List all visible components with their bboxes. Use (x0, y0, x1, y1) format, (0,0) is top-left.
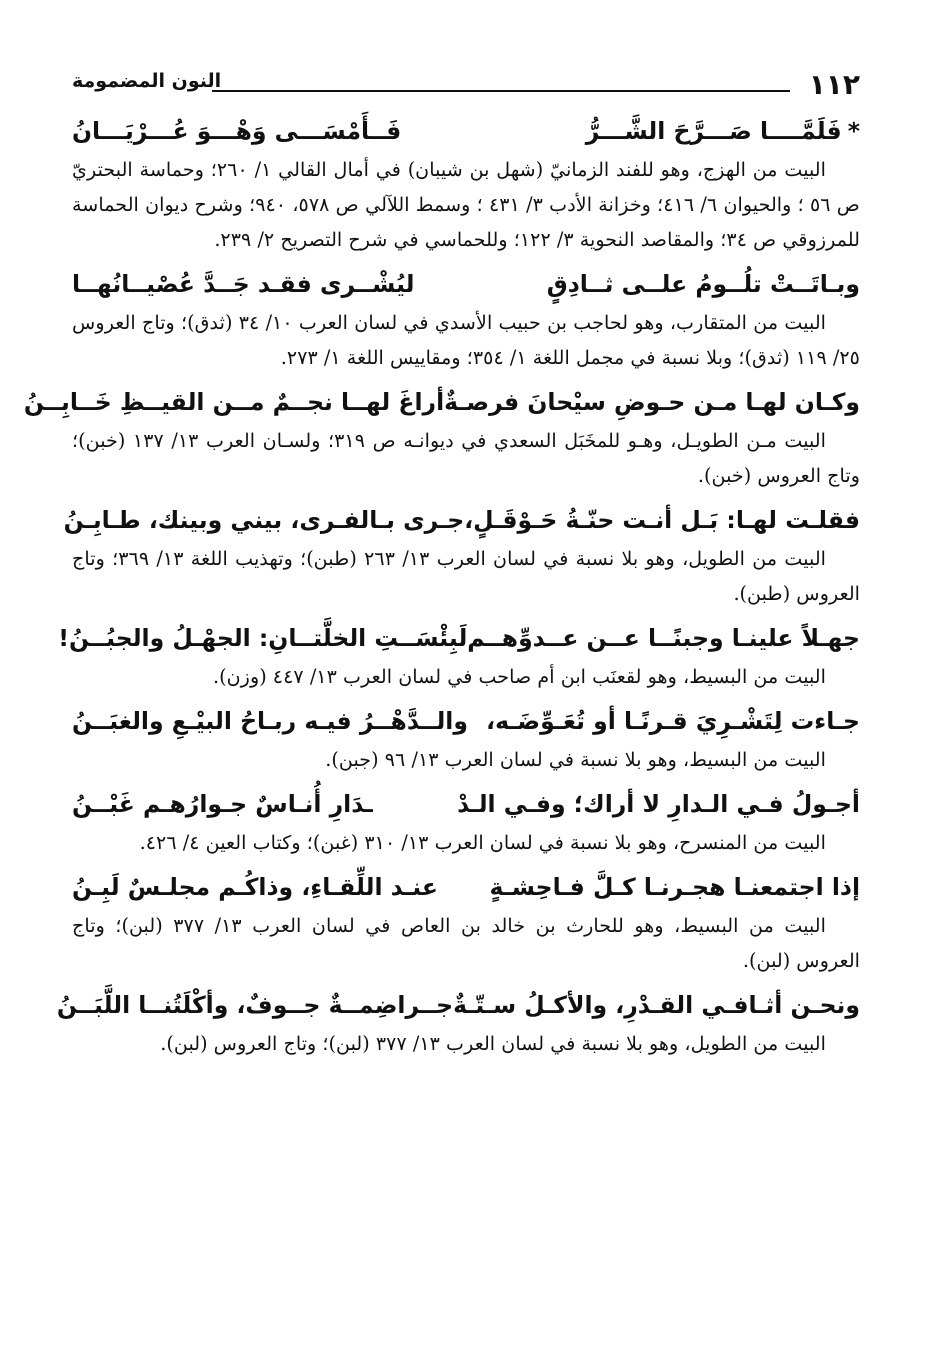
verse-note: البيت من المنسرح، وهو بلا نسبة في لسان العرب ١٣/ ٣١٠ (غبن)؛ وكتاب العين ٤/ ٤٢٦. (139, 831, 826, 854)
verse-line (56, 982, 860, 1026)
verse-line (23, 379, 860, 423)
verse-second-hemistich: والــدَّهْــرُ فيـه ربـاحُ البيْـعِ والغبَــنُ (72, 707, 468, 735)
verse-second-hemistich: جــراضِمــةٌ جــوفٌ، وأكْلَتُنــا اللَّبَــنُ (56, 991, 454, 1019)
verse-second-hemistich: أراغَ لهــا نجــمٌ مــن القيــظِ خَــابِــنُ (23, 388, 445, 416)
verse-entry (72, 864, 860, 978)
verse-note: البيت من البسيط، وهو لقعنَب ابن أم صاحب في لسان العرب ١٣/ ٤٤٧ (وزن). (213, 665, 826, 688)
verse-note: البيت من الهزج، وهو للفند الزمانيّ (شهل بن شيبان) في أمال القالي ١/ ٢٦٠؛ وحماسة البحتريّ ص ٥٦ ؛ والحيوان ٦/ ٤١٦؛ وخزانة الأدب ٣/ ٤٣١ ؛ وسمط اللآلي ص ٥٧٨، ٩٤٠؛ وشرح ديوان الحماسة للمرزوقي ص ٣٤؛ والمقاصد النحوية ٣/ ١٢٢؛ وللحماسي في شرح التصريح ٢/ ٢٣٩. (72, 158, 861, 251)
verse-entry (58, 615, 860, 694)
verse-line (58, 615, 860, 659)
verse-first-hemistich: ونحـن أثـافـي القـدْرِ، والأكـلُ سـتّـةٌ (453, 991, 860, 1019)
verse-line (72, 781, 860, 825)
verse-second-hemistich: جـرى بـالفـرى، بيني وبينك، طـابِـنُ (63, 506, 465, 534)
verse-first-hemistich: جـاءت لِتَشْـرِيَ قـرنًـا أو تُعَـوِّضَـه، (486, 707, 860, 735)
verse-note: البيت من البسيط، وهو بلا نسبة في لسان العرب ١٣/ ٩٦ (جبن). (325, 748, 826, 771)
verse-entry (72, 781, 860, 860)
verse-entry (63, 497, 860, 611)
verse-line (63, 497, 860, 541)
verse-note: البيت من المتقارب، وهو لحاجب بن حبيب الأسدي في لسان العرب ١٠/ ٣٤ (ثدق)؛ وتاج العروس ٢٥/ ١١٩ (ثدق)؛ وبلا نسبة في مجمل اللغة ١/ ٣٥٤؛ ومقاييس اللغة ١/ ٢٧٣. (72, 311, 860, 369)
verse-first-hemistich: وبـاتَــتْ تلُــومُ علــى ثــادِقٍ (546, 270, 860, 298)
verse-first-hemistich: إذا اجتمعنـا هجـرنـا كـلَّ فـاحِشـةٍ (489, 873, 860, 901)
verse-note: البيت من البسيط، وهو للحارث بن خالد بن العاص في لسان العرب ١٣/ ٣٧٧ (لبن)؛ وتاج العروس (لبن). (72, 914, 860, 972)
page-number: ١١٢ (808, 68, 860, 101)
verse-first-hemistich: أجـولُ فـي الـدارِ لا أراك؛ وفـي الـدْ (457, 790, 860, 818)
verse-first-hemistich: *فَلَمَّــــا صَـــرَّحَ الشَّـــرُّ (585, 117, 860, 145)
verse-second-hemistich: فَــأَمْسَـــى وَهْـــوَ عُـــرْيَـــانُ (72, 117, 402, 145)
verse-line (72, 864, 860, 908)
verse-entry (72, 108, 860, 257)
header-rule (212, 90, 790, 92)
page-header (72, 60, 860, 108)
verse-second-hemistich: ـدَارِ أُنـاسٌ جـوارُهـم غَبْــنُ (72, 790, 373, 818)
verse-first-hemistich: جهـلاً علينـا وجبنًــا عــن عــدوِّهــم (467, 624, 860, 652)
verse-first-hemistich: فقلـت لهـا: بَـل أنـت حنّـةُ حَـوْقَـلٍ، (464, 506, 860, 534)
verse-second-hemistich: لَبِئْسَــتِ الخلَّتــانِ: الجهْـلُ والجبُــنُ! (58, 624, 468, 652)
asterisk-mark: * (847, 117, 860, 145)
verse-entry (56, 982, 860, 1061)
verse-note: البيت مـن الطويـل، وهـو للمخَبَل السعدي في ديوانـه ص ٣١٩؛ ولسـان العرب ١٣/ ١٣٧ (خبن)؛ وتاج العروس (خبن). (72, 429, 860, 487)
verse-line (72, 261, 860, 305)
book-page (23, 60, 861, 1065)
verse-second-hemistich: ليُشْــرى فقـد جَــدَّ عُصْيــانُهــا (72, 270, 415, 298)
verse-line (72, 108, 860, 152)
verse-line (72, 698, 860, 742)
verse-note: البيت من الطويل، وهو بلا نسبة في لسان العرب ١٣/ ٢٦٣ (طبن)؛ وتهذيب اللغة ١٣/ ٣٦٩؛ وتاج العروس (طبن). (72, 547, 860, 605)
running-title: النون المضمومة (72, 70, 222, 92)
verse-note: البيت من الطويل، وهو بلا نسبة في لسان العرب ١٣/ ٣٧٧ (لبن)؛ وتاج العروس (لبن). (160, 1032, 826, 1055)
verse-entry (72, 698, 860, 777)
verse-entry (72, 261, 860, 375)
verse-second-hemistich: عنـد اللِّقـاءِ، وذاكُـم مجلـسٌ لَبِـنُ (72, 873, 438, 901)
verse-entry (23, 379, 860, 493)
verse-first-hemistich: وكـان لهـا مـن حـوضِ سيْحانَ فرصـةٌ (444, 388, 860, 416)
